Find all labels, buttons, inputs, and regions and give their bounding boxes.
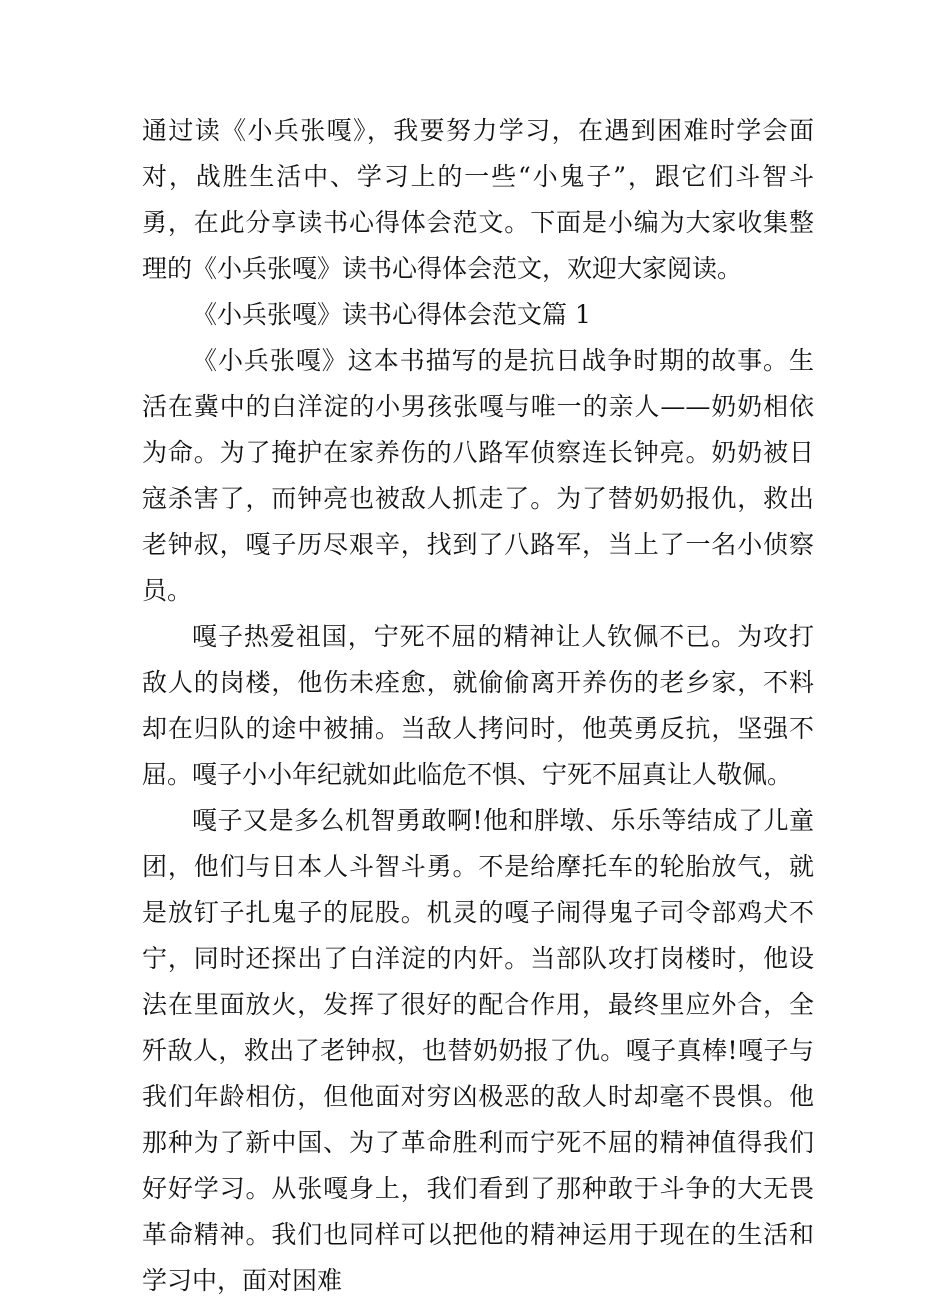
body-paragraph-2: 嘎子热爱祖国，宁死不屈的精神让人钦佩不已。为攻打敌人的岗楼，他伤未痊愈，就偷偷离开养伤的老乡家，不料却在归队的途中被捕。当敌人拷问时，他英勇反抗，坚强不屈。嘎子小小年纪就如此临危不惧、宁死不屈真让人敬佩。 [142, 622, 814, 789]
body-paragraph-3: 嘎子又是多么机智勇敢啊!他和胖墩、乐乐等结成了儿童团，他们与日本人斗智斗勇。不是给摩托车的轮胎放气，就是放钉子扎鬼子的屁股。机灵的嘎子闹得鬼子司令部鸡犬不宁，同时还探出了白洋淀的内奸。当部队攻打岗楼时，他设法在里面放火，发挥了很好的配合作用，最终里应外合，全歼敌人，救出了老钟叔，也替奶奶报了仇。嘎子真棒!嘎子与我们年龄相仿，但他面对穷凶极恶的敌人时却毫不畏惧。他那种为了新中国、为了革命胜利而宁死不屈的精神值得我们好好学习。从张嘎身上，我们看到了那种敢于斗争的大无畏革命精神。我们也同样可以把他的精神运用于现在的生活和学习中，面对困难 [142, 806, 814, 1295]
body-paragraph-1: 《小兵张嘎》这本书描写的是抗日战争时期的故事。生活在冀中的白洋淀的小男孩张嘎与唯一的亲人——奶奶相依为命。为了掩护在家养伤的八路军侦察连长钟亮。奶奶被日寇杀害了，而钟亮也被敌人抓走了。为了替奶奶报仇，救出老钟叔，嘎子历尽艰辛，找到了八路军，当上了一名小侦察员。 [142, 346, 814, 605]
section-title: 《小兵张嘎》读书心得体会范文篇 1 [192, 300, 591, 329]
intro-paragraph: 通过读《小兵张嘎》，我要努力学习，在遇到困难时学会面对，战胜生活中、学习上的一些“小鬼子”，跟它们斗智斗勇，在此分享读书心得体会范文。下面是小编为大家收集整理的《小兵张嘎》读书心得体会范文，欢迎大家阅读。 [142, 116, 814, 283]
document-body [142, 108, 814, 1304]
